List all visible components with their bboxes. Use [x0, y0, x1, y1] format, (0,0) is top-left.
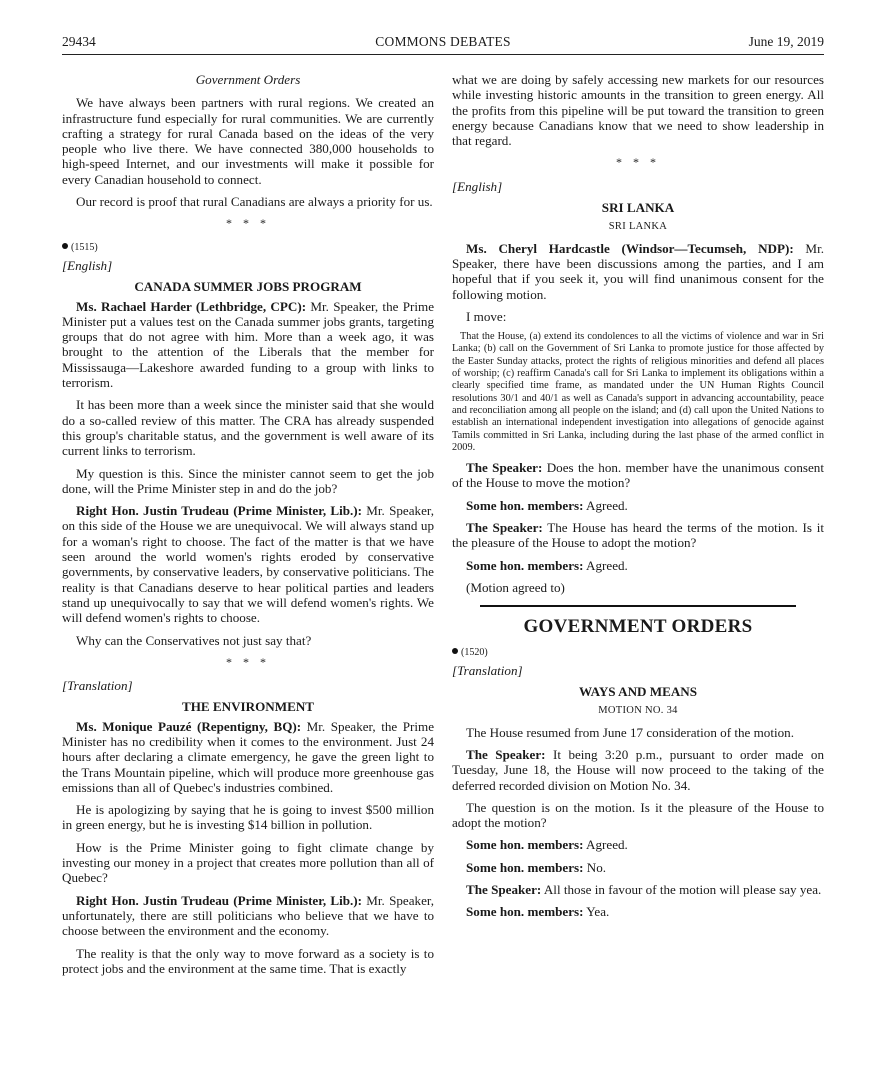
- speech-paragraph: The Speaker: The House has heard the terms of the motion. Is it the pleasure of the House to adopt the motion?: [452, 520, 824, 551]
- paragraph: The reality is that the only way to move forward as a society is to protect jobs and the environment at the same time. That is exactly: [62, 945, 434, 976]
- topic-subheading: SRI LANKA: [608, 221, 668, 233]
- speech-paragraph: Ms. Cheryl Hardcastle (Windsor—Tecumseh, NDP): Mr. Speaker, there have been discussions among the parties, and I am hopeful that if you seek it, you will find unanimous consent for the following motion.: [452, 240, 824, 302]
- motion-text: That the House, (a) extend its condolences to all the victims of violence and war in Sri Lanka; (b) call on the Government of Sri Lanka to promote justice for those affected by the Easter Sunday attacks, protect the rights of religious minorities and defend all places of worship; (c) reaffirm Canada's call for Sri Lanka to implement its obligations within a clearly specified time frame, as mandated under the UN Human Rights Council resolutions 30/1 and 40/1 as well as Canada's support in advancing accountability, peace and reconciliation among all people on the island; and (d) call upon the United Nations to establish an international independent investigation into allegations of genocide against Tamils committed in Sri Lanka, including during the last phase of the armed conflict in 2009.: [452, 331, 824, 453]
- section-separator: * * *: [226, 216, 270, 231]
- section-divider: [480, 605, 796, 607]
- language-tag: [English]: [452, 178, 503, 194]
- bullet-icon: [62, 243, 68, 249]
- speech-paragraph: Some hon. members: Agreed.: [466, 837, 628, 853]
- paragraph: Why can the Conservatives not just say that?: [76, 632, 312, 648]
- speech-paragraph: Some hon. members: Agreed.: [466, 557, 628, 573]
- language-tag: [Translation]: [62, 678, 133, 694]
- right-column: [452, 72, 824, 927]
- speaker-name: Right Hon. Justin Trudeau (Prime Minister, Lib.):: [76, 892, 363, 908]
- topic-subheading: MOTION NO. 34: [598, 705, 678, 717]
- page-number: 29434: [62, 34, 96, 49]
- speaker-name: The Speaker:: [466, 520, 543, 536]
- speaker-name: Some hon. members:: [466, 497, 584, 513]
- timestamp: (1520): [452, 645, 824, 660]
- section-separator: * * *: [226, 654, 270, 669]
- paragraph: Our record is proof that rural Canadians are always a priority for us.: [76, 194, 433, 210]
- left-column: [62, 72, 434, 983]
- speaker-name: Some hon. members:: [466, 859, 584, 875]
- speaker-name: Some hon. members:: [466, 904, 584, 920]
- paragraph: I move:: [466, 308, 507, 324]
- language-tag: [Translation]: [452, 662, 523, 678]
- language-tag: [English]: [62, 257, 113, 273]
- speaker-name: The Speaker:: [466, 882, 542, 898]
- speaker-name: Some hon. members:: [466, 557, 584, 573]
- speech-paragraph: Some hon. members: No.: [466, 859, 607, 875]
- speaker-name: Ms. Cheryl Hardcastle (Windsor—Tecumseh, NDP):: [466, 240, 794, 256]
- speech-paragraph: Some hon. members: Yea.: [466, 904, 610, 920]
- section-label: Government Orders: [195, 72, 301, 87]
- speaker-name: Some hon. members:: [466, 837, 584, 853]
- paragraph: (Motion agreed to): [466, 579, 565, 595]
- paragraph: My question is this. Since the minister cannot seem to get the job done, will the Prime Minister step in and do the job?: [62, 465, 434, 496]
- speaker-name: Ms. Rachael Harder (Lethbridge, CPC):: [76, 298, 307, 314]
- topic-heading: SRI LANKA: [601, 200, 675, 216]
- speech-paragraph: Right Hon. Justin Trudeau (Prime Minister, Lib.): Mr. Speaker, unfortunately, there are still politicians who believe that we have to choose between the environment and the economy.: [62, 892, 434, 939]
- page-header: [62, 34, 824, 55]
- topic-heading: THE ENVIRONMENT: [181, 699, 315, 715]
- page-date: June 19, 2019: [748, 34, 824, 49]
- speech-paragraph: The Speaker: Does the hon. member have the unanimous consent of the House to move the motion?: [452, 460, 824, 491]
- paragraph: He is apologizing by saying that he is going to invest $500 million in green energy, but he is investing $14 billion in pollution.: [62, 802, 434, 833]
- speech-paragraph: Ms. Rachael Harder (Lethbridge, CPC): Mr. Speaker, the Prime Minister put a values test on the Canada summer jobs grants, targeting groups that do not agree with him. More than a week ago, it was brought to the attention of the Liberals that the member for Mississauga—Lakeshore awarded funding to a group with links to terrorism.: [62, 298, 435, 391]
- speech-paragraph: Ms. Monique Pauzé (Repentigny, BQ): Mr. Speaker, the Prime Minister has no credibility when it comes to the environment. Just 24 hours after declaring a climate emergency, he gave the green light to the Trans Mountain pipeline, which will produce more greenhouse gas emissions than all of Quebec's industries combined.: [62, 718, 435, 795]
- section-heading: GOVERNMENT ORDERS: [523, 616, 753, 638]
- paragraph: How is the Prime Minister going to fight climate change by investing our money in a project that creates more pollution than all of Quebec?: [62, 839, 434, 886]
- paragraph: It has been more than a week since the minister said that she would do a so-called review of this matter. The CRA has already suspended this group's charitable status, and the government is well aware of its current links to terrorism.: [62, 397, 434, 459]
- speaker-name: The Speaker:: [466, 746, 546, 762]
- speech-paragraph: Some hon. members: Agreed.: [466, 497, 628, 513]
- section-separator: * * *: [616, 155, 660, 170]
- topic-heading: WAYS AND MEANS: [578, 684, 698, 700]
- speaker-name: Ms. Monique Pauzé (Repentigny, BQ):: [76, 718, 302, 734]
- publication-title: COMMONS DEBATES: [375, 34, 511, 49]
- speech-paragraph: The Speaker: All those in favour of the motion will please say yea.: [466, 882, 822, 898]
- speech-paragraph: Right Hon. Justin Trudeau (Prime Minister, Lib.): Mr. Speaker, on this side of the House we are unequivocal. We will always stand up for a woman's right to choose. The fact of the matter is that we have seen around the world women's rights eroded by conservative governments, by conservative leaders, by conservative politicians. The reality is that Canadians deserve to hear political parties and leaders stand up unequivocally to say that we will defend women's rights. We will defend women's rights to choose.: [62, 503, 434, 626]
- paragraph: what we are doing by safely accessing new markets for our resources while investing historic amounts in the transition to green energy. All the profits from this pipeline will be put toward the transition to green energy because Canadians know that we need to show leadership in that regard.: [452, 72, 824, 149]
- paragraph: We have always been partners with rural regions. We created an infrastructure fund especially for rural communities. We are currently crafting a strategy for rural Canada based on the ideas of the very people who live there. We have connected 380,000 households to high-speed Internet, and our investments will make it possible for every Canadian household to connect.: [62, 95, 434, 187]
- speech-paragraph: The Speaker: It being 3:20 p.m., pursuant to order made on Tuesday, June 18, the House will now proceed to the taking of the deferred recorded division on Motion No. 34.: [452, 746, 825, 793]
- paragraph: The question is on the motion. Is it the pleasure of the House to adopt the motion?: [452, 799, 824, 831]
- speaker-name: The Speaker:: [466, 460, 543, 476]
- bullet-icon: [452, 648, 458, 654]
- topic-heading: CANADA SUMMER JOBS PROGRAM: [134, 279, 362, 295]
- paragraph: The House resumed from June 17 consideration of the motion.: [466, 724, 794, 740]
- timestamp: (1515): [62, 240, 434, 255]
- speaker-name: Right Hon. Justin Trudeau (Prime Minister, Lib.):: [76, 503, 363, 519]
